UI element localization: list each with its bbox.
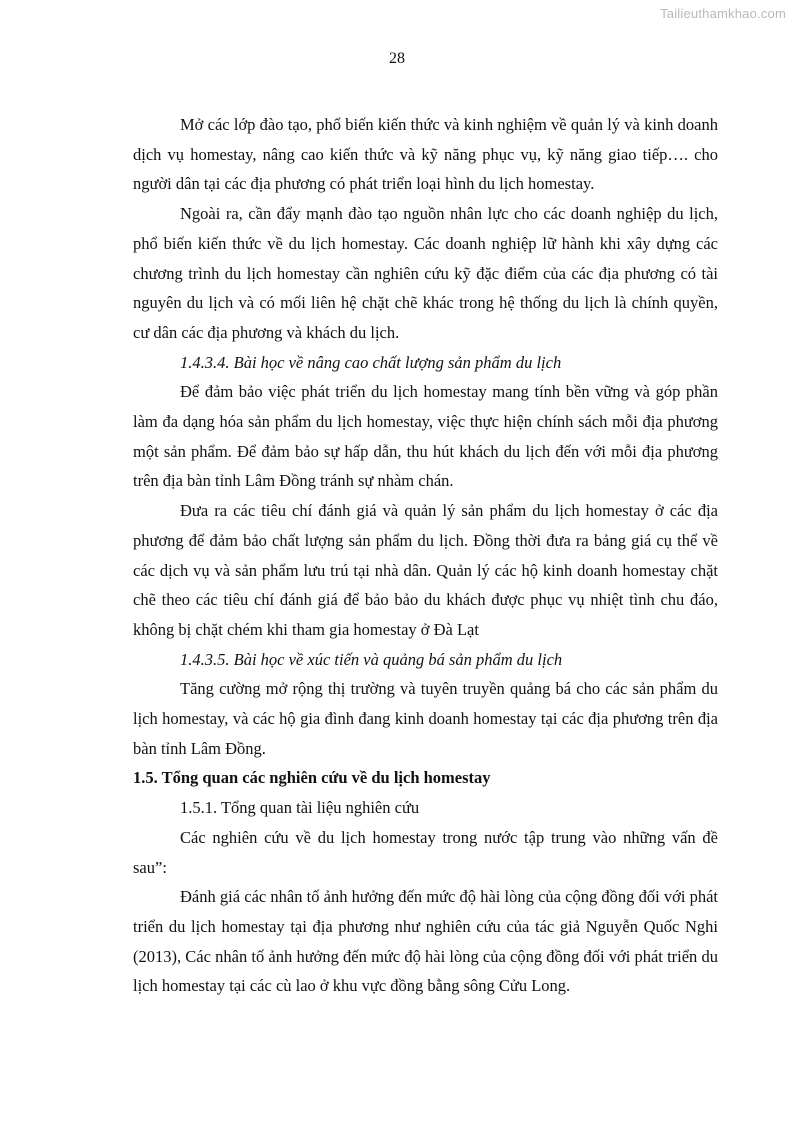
section-title-1-4-3-5: 1.4.3.5. Bài học về xúc tiến và quảng bá sản phẩm du lịch (180, 649, 563, 669)
paragraph-training: Mở các lớp đào tạo, phổ biến kiến thức và kinh nghiệm về quản lý và kinh doanh dịch vụ homestay, nâng cao kiến thức và kỹ năng phục vụ, kỹ năng giao tiếp…. cho người dân tại các địa phương có phát triển loại hình du lịch homestay. (133, 115, 718, 194)
section-title-1-5-1: 1.5.1. Tổng quan tài liệu nghiên cứu (180, 798, 420, 818)
paragraph-satisfaction-factors: Đánh giá các nhân tố ảnh hưởng đến mức độ hài lòng của cộng đồng đối với phát triển du lịch homestay tại địa phương như nghiên cứu của tác giả Nguyễn Quốc Nghi (2013), Các nhân tố ảnh hưởng đến mức độ hài lòng của cộng đồng đối với phát triển du lịch homestay tại các cù lao ở khu vực đồng bằng sông Cửu Long. (133, 887, 718, 996)
section-heading-1-5: 1.5. Tổng quan các nghiên cứu về du lịch homestay (133, 768, 491, 788)
document-body (133, 110, 718, 1001)
paragraph-sustainable-development: Để đảm bảo việc phát triển du lịch homestay mang tính bền vững và góp phần làm đa dạng hóa sản phẩm du lịch homestay, việc thực hiện chính sách mỗi địa phương một sản phẩm. Để đảm bảo sự hấp dẫn, thu hút khách du lịch đến với mỗi địa phương trên địa bàn tỉnh Lâm Đồng tránh sự nhàm chán. (133, 382, 718, 491)
watermark: Tailieuthamkhao.com (660, 6, 786, 21)
paragraph-evaluation-criteria: Đưa ra các tiêu chí đánh giá và quản lý sản phẩm du lịch homestay ở các địa phương để đảm bảo chất lượng sản phẩm du lịch. Đồng thời đưa ra bảng giá cụ thể về các dịch vụ và sản phẩm lưu trú tại nhà dân. Quản lý các hộ kinh doanh homestay chặt chẽ theo các tiêu chí đánh giá để bảo bảo du khách được phục vụ nhiệt tình chu đáo, không bị chặt chém khi tham gia homestay ở Đà Lạt (133, 501, 718, 639)
page-number: 28 (389, 50, 405, 67)
paragraph-market-promotion: Tăng cường mở rộng thị trường và tuyên truyền quảng bá cho các sản phẩm du lịch homestay, và các hộ gia đình đang kinh doanh homestay tại các địa phương trên địa bàn tỉnh Lâm Đồng. (133, 679, 718, 758)
paragraph-human-resources: Ngoài ra, cần đẩy mạnh đào tạo nguồn nhân lực cho các doanh nghiệp du lịch, phổ biến kiến thức về du lịch homestay. Các doanh nghiệp lữ hành khi xây dựng các chương trình du lịch homestay cần nghiên cứu kỹ đặc điểm của các địa phương có tài nguyên du lịch và có mối liên hệ chặt chẽ khác trong hệ thống du lịch là chính quyền, cư dân các địa phương và khách du lịch. (133, 204, 718, 342)
paragraph-domestic-research: Các nghiên cứu về du lịch homestay trong nước tập trung vào những vấn đề sau”: (133, 827, 718, 877)
section-title-1-4-3-4: 1.4.3.4. Bài học về nâng cao chất lượng sản phẩm du lịch (180, 352, 562, 372)
